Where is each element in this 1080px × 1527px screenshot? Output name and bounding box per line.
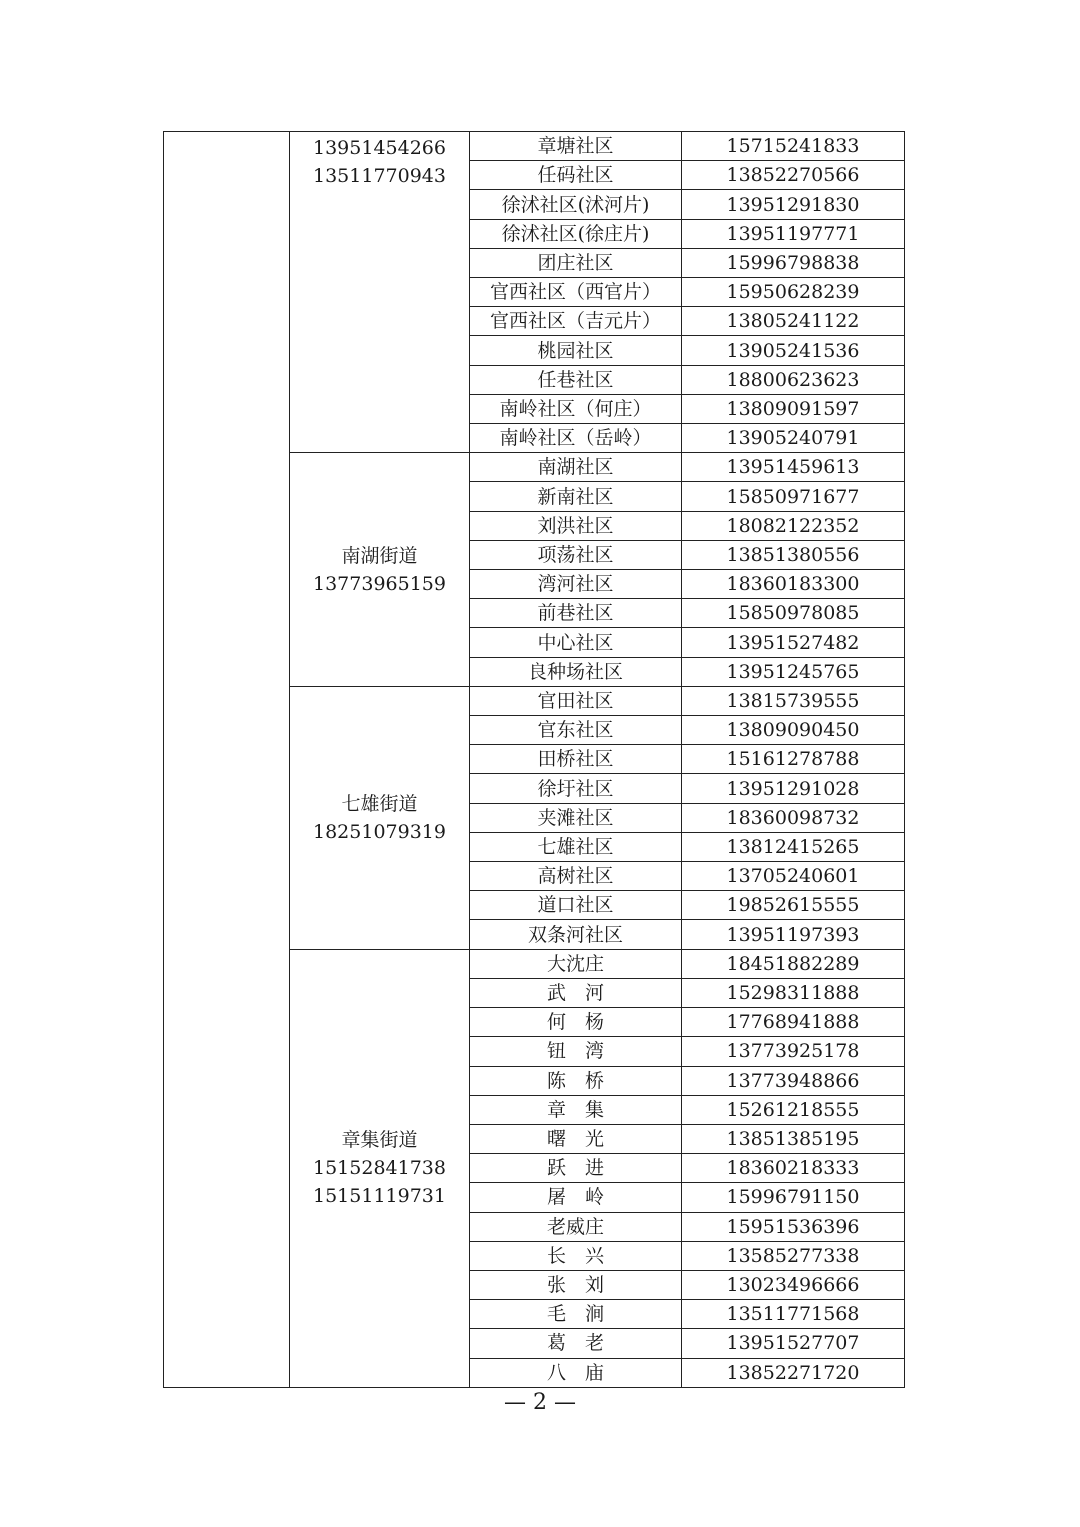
- community-name: 七雄社区: [470, 832, 682, 861]
- community-phone: 17768941888: [682, 1008, 905, 1037]
- community-name: 陈 桥: [470, 1066, 682, 1095]
- community-name: 湾河社区: [470, 570, 682, 599]
- community-phone: 13805241122: [682, 307, 905, 336]
- community-name: 章 集: [470, 1095, 682, 1124]
- community-name: 徐圩社区: [470, 774, 682, 803]
- community-phone: 13951291028: [682, 774, 905, 803]
- community-phone: 18451882289: [682, 949, 905, 978]
- community-phone: 15715241833: [682, 132, 905, 161]
- community-name: 曙 光: [470, 1124, 682, 1153]
- community-phone: 18360098732: [682, 803, 905, 832]
- community-name: 田桥社区: [470, 745, 682, 774]
- street-line: 15152841738: [313, 1157, 446, 1180]
- community-name: 任巷社区: [470, 365, 682, 394]
- community-phone: 18800623623: [682, 365, 905, 394]
- street-line: 18251079319: [313, 820, 446, 843]
- community-name: 官田社区: [470, 686, 682, 715]
- community-phone: 13951291830: [682, 190, 905, 219]
- community-phone: 15950628239: [682, 278, 905, 307]
- community-phone: 19852615555: [682, 891, 905, 920]
- community-phone: 15850971677: [682, 482, 905, 511]
- contact-table-body: [164, 132, 905, 1388]
- street-line: 15151119731: [313, 1185, 446, 1208]
- community-phone: 13852271720: [682, 1358, 905, 1387]
- street-line: 13773965159: [313, 572, 446, 595]
- community-phone: 13951459613: [682, 453, 905, 482]
- community-phone: 18360218333: [682, 1154, 905, 1183]
- community-phone: 13812415265: [682, 832, 905, 861]
- community-name: 大沈庄: [470, 949, 682, 978]
- community-phone: 13585277338: [682, 1241, 905, 1270]
- community-phone: 13852270566: [682, 161, 905, 190]
- community-phone: 13815739555: [682, 686, 905, 715]
- community-phone: 15996798838: [682, 248, 905, 277]
- street-cell: [290, 132, 470, 453]
- community-name: 屠 岭: [470, 1183, 682, 1212]
- community-name: 老威庄: [470, 1212, 682, 1241]
- street-line: 13951454266: [313, 137, 446, 159]
- community-phone: 13773948866: [682, 1066, 905, 1095]
- street-line: 南湖街道: [341, 544, 418, 567]
- community-phone: 13951527482: [682, 628, 905, 657]
- contact-table: [163, 131, 905, 1388]
- community-phone: 15161278788: [682, 745, 905, 774]
- community-name: 高树社区: [470, 862, 682, 891]
- community-phone: 13511771568: [682, 1300, 905, 1329]
- community-name: 八 庙: [470, 1358, 682, 1387]
- community-phone: 13951197393: [682, 920, 905, 949]
- community-phone: 13705240601: [682, 862, 905, 891]
- community-name: 刘洪社区: [470, 511, 682, 540]
- community-phone: 13951245765: [682, 657, 905, 686]
- community-phone: 13809090450: [682, 716, 905, 745]
- community-name: 良种场社区: [470, 657, 682, 686]
- street-cell: [290, 686, 470, 949]
- community-name: 毛 涧: [470, 1300, 682, 1329]
- community-name: 葛 老: [470, 1329, 682, 1358]
- community-phone: 13905241536: [682, 336, 905, 365]
- community-name: 中心社区: [470, 628, 682, 657]
- street-cell: [290, 453, 470, 687]
- community-phone: 13951197771: [682, 219, 905, 248]
- street-cell: [290, 949, 470, 1387]
- street-line: 13511770943: [313, 165, 446, 187]
- community-name: 张 刘: [470, 1270, 682, 1299]
- community-name: 章塘社区: [470, 132, 682, 161]
- community-name: 任码社区: [470, 161, 682, 190]
- community-name: 夹滩社区: [470, 803, 682, 832]
- community-name: 前巷社区: [470, 599, 682, 628]
- page-number: — 2 —: [504, 1390, 576, 1415]
- community-phone: 13905240791: [682, 424, 905, 453]
- community-phone: 13951527707: [682, 1329, 905, 1358]
- community-phone: 13851385195: [682, 1124, 905, 1153]
- community-name: 道口社区: [470, 891, 682, 920]
- community-name: 南岭社区（何庄）: [470, 394, 682, 423]
- community-phone: 15261218555: [682, 1095, 905, 1124]
- community-name: 双条河社区: [470, 920, 682, 949]
- community-name: 官东社区: [470, 716, 682, 745]
- district-cell: [164, 132, 290, 1388]
- community-name: 新南社区: [470, 482, 682, 511]
- community-phone: 13809091597: [682, 394, 905, 423]
- community-name: 跃 进: [470, 1154, 682, 1183]
- table-row: [164, 132, 905, 161]
- community-phone: 13773925178: [682, 1037, 905, 1066]
- community-name: 钮 湾: [470, 1037, 682, 1066]
- community-phone: 15298311888: [682, 978, 905, 1007]
- community-name: 官西社区（吉元片）: [470, 307, 682, 336]
- community-name: 团庄社区: [470, 248, 682, 277]
- community-phone: 15996791150: [682, 1183, 905, 1212]
- community-name: 南岭社区（岳岭）: [470, 424, 682, 453]
- community-phone: 15951536396: [682, 1212, 905, 1241]
- community-phone: 18082122352: [682, 511, 905, 540]
- community-name: 桃园社区: [470, 336, 682, 365]
- community-phone: 13851380556: [682, 540, 905, 569]
- community-phone: 18360183300: [682, 570, 905, 599]
- community-name: 南湖社区: [470, 453, 682, 482]
- community-phone: 15850978085: [682, 599, 905, 628]
- street-line: 七雄街道: [341, 792, 418, 815]
- community-name: 长 兴: [470, 1241, 682, 1270]
- community-name: 徐沭社区(沭河片): [470, 190, 682, 219]
- community-name: 武 河: [470, 978, 682, 1007]
- community-name: 何 杨: [470, 1008, 682, 1037]
- community-name: 官西社区（西官片）: [470, 278, 682, 307]
- street-line: 章集街道: [341, 1129, 418, 1152]
- community-name: 项荡社区: [470, 540, 682, 569]
- community-name: 徐沭社区(徐庄片): [470, 219, 682, 248]
- community-phone: 13023496666: [682, 1270, 905, 1299]
